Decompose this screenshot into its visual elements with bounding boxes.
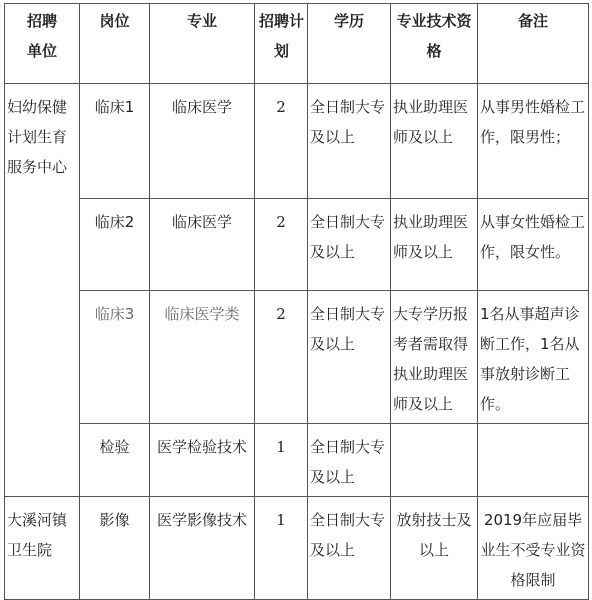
cell-major: 临床医学类 [150,291,255,424]
cell-post: 影像 [80,497,150,600]
cell-qualification: 执业助理医师及以上 [391,84,478,199]
cell-major: 医学检验技术 [150,424,255,497]
table-row [5,199,589,291]
cell-note: 从事男性婚检工作，限男性； [478,84,589,199]
cell-note: 1名从事超声诊断工作，1名从事放射诊断工作。 [478,291,589,424]
header-qualification: 专业技术资格 [391,4,478,84]
header-unit: 招聘单位 [5,4,80,84]
header-post: 岗位 [80,4,150,84]
table-row [5,497,589,600]
table-row [5,84,589,199]
cell-major: 临床医学 [150,84,255,199]
recruitment-table [4,3,589,600]
cell-qualification: 大专学历报考者需取得执业助理医师及以上 [391,291,478,424]
cell-education: 全日制大专及以上 [308,291,391,424]
cell-post: 临床3 [80,291,150,424]
cell-education: 全日制大专及以上 [308,497,391,600]
cell-plan: 1 [255,497,308,600]
cell-post: 临床1 [80,84,150,199]
table-row [5,424,589,497]
cell-unit: 大溪河镇卫生院 [5,497,80,600]
recruitment-table-wrapper [4,3,588,591]
cell-qualification: 放射技士及以上 [391,497,478,600]
cell-major: 医学影像技术 [150,497,255,600]
header-row [5,4,589,84]
cell-qualification: 执业助理医师及以上 [391,199,478,291]
cell-plan: 1 [255,424,308,497]
header-education: 学历 [308,4,391,84]
cell-post: 临床2 [80,199,150,291]
cell-education: 全日制大专及以上 [308,84,391,199]
header-major: 专业 [150,4,255,84]
cell-plan: 2 [255,291,308,424]
cell-unit: 妇幼保健计划生育服务中心 [5,84,80,497]
cell-plan: 2 [255,199,308,291]
header-plan: 招聘计划 [255,4,308,84]
cell-major: 临床医学 [150,199,255,291]
cell-note [478,424,589,497]
table-row [5,291,589,424]
cell-plan: 2 [255,84,308,199]
cell-note: 2019年应届毕业生不受专业资格限制 [478,497,589,600]
cell-qualification [391,424,478,497]
cell-education: 全日制大专及以上 [308,199,391,291]
cell-post: 检验 [80,424,150,497]
header-note: 备注 [478,4,589,84]
cell-education: 全日制大专及以上 [308,424,391,497]
cell-note: 从事女性婚检工作，限女性。 [478,199,589,291]
